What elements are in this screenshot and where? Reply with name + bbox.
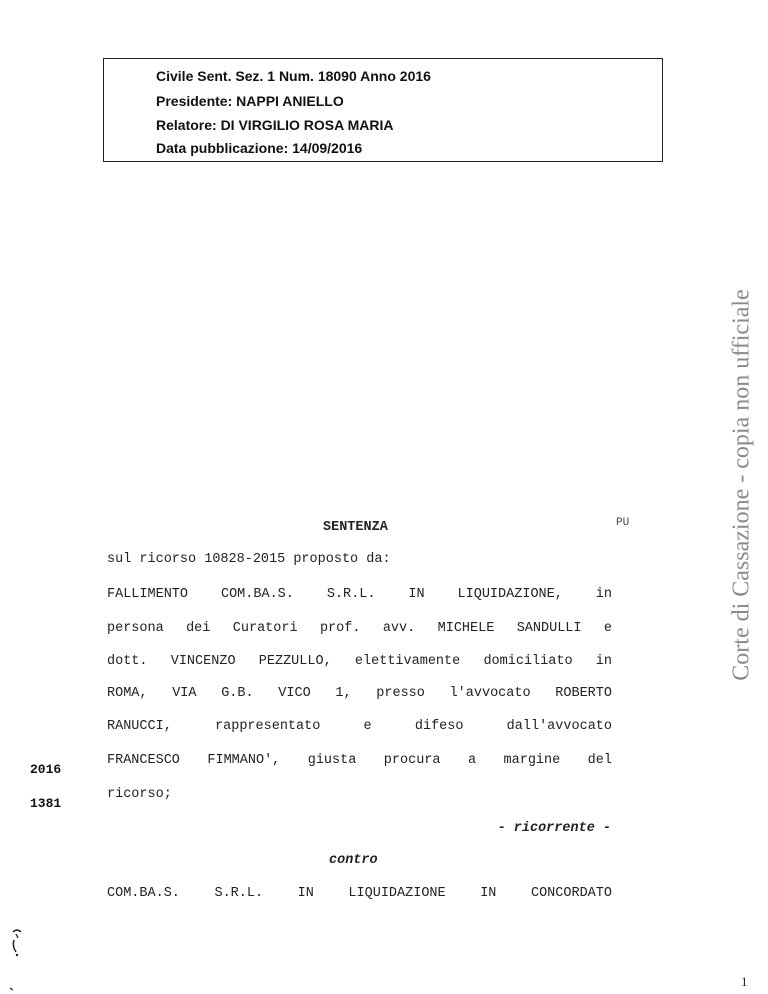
- header-data-pubblicazione: Data pubblicazione: 14/09/2016: [156, 140, 363, 156]
- body-line: ROMA, VIA G.B. VICO 1, presso l'avvocato ROBERTO: [107, 686, 612, 701]
- document-tag: PU: [616, 517, 630, 529]
- body-line: ricorso;: [107, 787, 172, 802]
- body-line: dott. VINCENZO PEZZULLO, elettivamente domiciliato in: [107, 654, 612, 669]
- signature-mark: [8, 928, 28, 994]
- role-ricorrente: - ricorrente -: [497, 821, 611, 836]
- page-number: 1: [741, 974, 748, 989]
- watermark: Corte di Cassazione - copia non ufficiale: [728, 289, 755, 681]
- document-title: SENTENZA: [323, 520, 388, 535]
- body-line: FRANCESCO FIMMANO', giusta procura a margine del: [107, 753, 612, 768]
- body-line: FALLIMENTO COM.BA.S. S.R.L. IN LIQUIDAZIONE, in: [107, 587, 612, 602]
- header-box: [103, 58, 663, 162]
- header-presidente: Presidente: NAPPI ANIELLO: [156, 93, 344, 109]
- body-line: RANUCCI, rappresentato e difeso dall'avvocato: [107, 719, 612, 734]
- body-line: persona dei Curatori prof. avv. MICHELE SANDULLI e: [107, 621, 612, 636]
- body-line: COM.BA.S. S.R.L. IN LIQUIDAZIONE IN CONCORDATO: [107, 886, 612, 901]
- header-relatore: Relatore: DI VIRGILIO ROSA MARIA: [156, 117, 394, 133]
- body-line: sul ricorso 10828-2015 proposto da:: [107, 552, 391, 567]
- margin-year: 2016: [30, 762, 62, 777]
- margin-number: 1381: [30, 796, 62, 811]
- header-sentence-info: Civile Sent. Sez. 1 Num. 18090 Anno 2016: [156, 68, 431, 84]
- contro-label: contro: [329, 853, 378, 868]
